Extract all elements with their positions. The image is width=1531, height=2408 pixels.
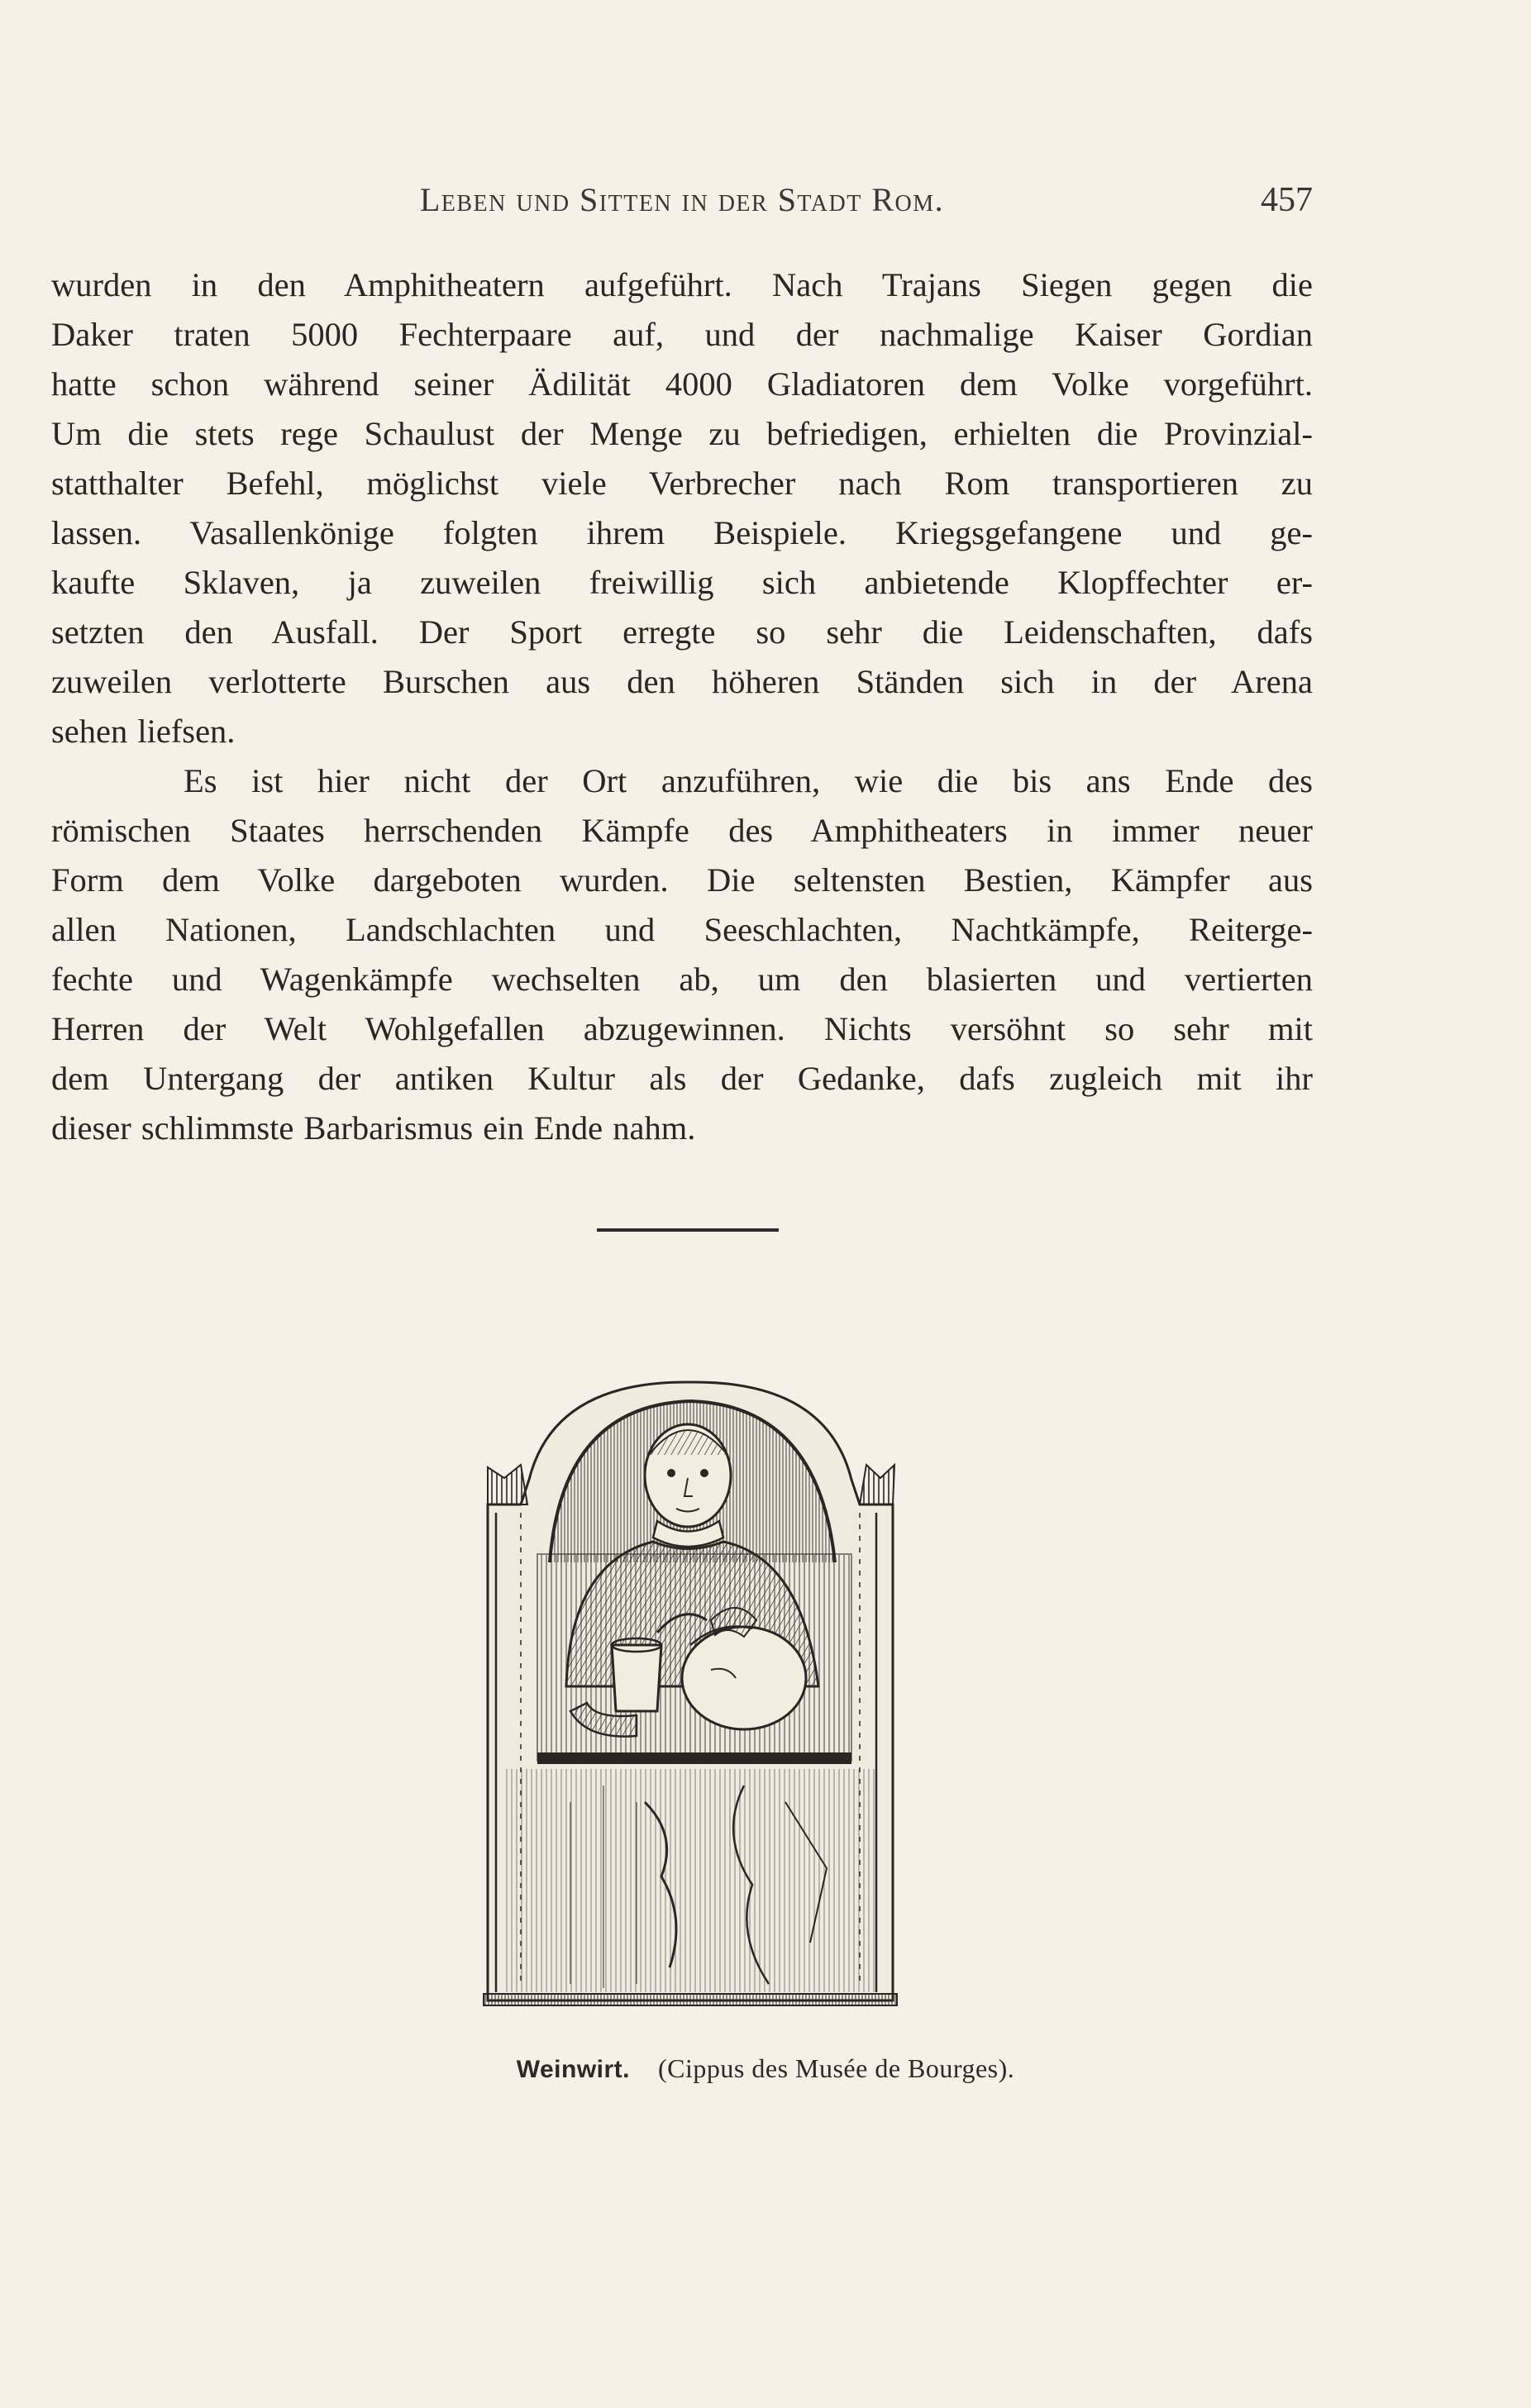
running-title: Leben und Sitten in der Stadt Rom. <box>419 181 945 218</box>
text-line: allen Nationen, Landschlachten und Seeschlachten, Nachtkämpfe, Reiterge- <box>51 911 1313 948</box>
figure-cippus-illustration <box>471 1372 901 2025</box>
text-line: setzten den Ausfall. Der Sport erregte so sehr die Leidenschaften, dafs <box>51 613 1313 651</box>
text-line: römischen Staates herrschenden Kämpfe des Amphitheaters in immer neuer <box>51 812 1313 849</box>
figure-caption <box>0 2053 1531 2084</box>
text-line: dieser schlimmste Barbarismus ein Ende nahm. <box>51 1109 696 1147</box>
page-number: 457 <box>1261 181 1313 219</box>
text-line: wurden in den Amphitheatern aufgeführt. Nach Trajans Siegen gegen die <box>51 266 1313 303</box>
section-divider <box>597 1228 779 1232</box>
text-line: zuweilen verlotterte Burschen aus den höheren Ständen sich in der Arena <box>51 663 1313 700</box>
text-line: kaufte Sklaven, ja zuweilen freiwillig sich anbietende Klopffechter er- <box>51 564 1313 601</box>
text-line: sehen liefsen. <box>51 713 236 750</box>
text-line: Herren der Welt Wohlgefallen abzugewinnen. Nichts versöhnt so sehr mit <box>51 1010 1313 1047</box>
caption-source: (Cippus des Musée de Bourges). <box>658 2053 1015 2083</box>
text-line: hatte schon während seiner Ädilität 4000 Gladiatoren dem Volke vorgeführt. <box>51 365 1313 403</box>
cippus-engraving <box>471 1372 901 2025</box>
text-line: Daker traten 5000 Fechterpaare auf, und der nachmalige Kaiser Gordian <box>51 316 1313 353</box>
text-line: fechte und Wagenkämpfe wechselten ab, um den blasierten und vertierten <box>51 961 1313 998</box>
caption-title: Weinwirt. <box>516 2056 631 2083</box>
running-header <box>51 180 1313 230</box>
body-text <box>51 260 1313 1153</box>
text-line: Um die stets rege Schaulust der Menge zu befriedigen, erhielten die Provinzial- <box>51 415 1313 452</box>
text-line: lassen. Vasallenkönige folgten ihrem Beispiele. Kriegsgefangene und ge- <box>51 514 1313 551</box>
text-line: dem Untergang der antiken Kultur als der Gedanke, dafs zugleich mit ihr <box>51 1060 1313 1097</box>
text-line-paragraph-start: Es ist hier nicht der Ort anzuführen, wie die bis ans Ende des <box>184 762 1313 799</box>
text-line: statthalter Befehl, möglichst viele Verbrecher nach Rom transportieren zu <box>51 465 1313 502</box>
text-line: Form dem Volke dargeboten wurden. Die seltensten Bestien, Kämpfer aus <box>51 861 1313 899</box>
